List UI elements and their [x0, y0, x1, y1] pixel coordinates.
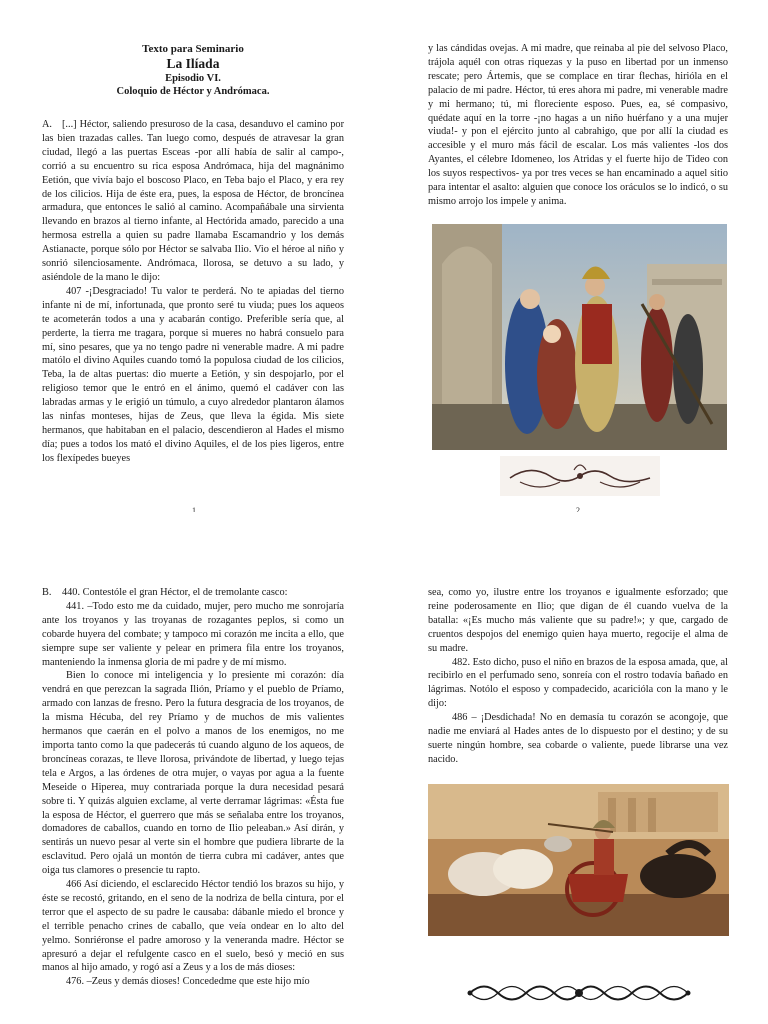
decorative-ornament	[500, 456, 660, 496]
hector-andromache-painting	[432, 224, 727, 450]
page-3-body	[42, 586, 344, 989]
page-2	[384, 0, 768, 512]
paragraph: sea, como yo, ilustre entre los troyanos e igualmente esforzado; que reine poderosamente en Ilio; que digan de él cuando vuelva de la batalla: «¡Es mucho más valiente que su padre!»; y que, cargado de cruentos despojos del enemigo quien haya muerto, regocije el alma de su madre.	[428, 587, 728, 654]
paragraph: B. 440. Contestóle el gran Héctor, el de tremolante casco:	[42, 587, 288, 598]
paragraph: 441. –Todo esto me da cuidado, mujer, pero mucho me sonrojaría ante los troyanos y las troyanas de rozagantes peplos, si como un cobarde huyera del combate; y tampoco mi corazón me incita a ello, que siempre supe ser valiente y pelear en primera fila entre los troyanos, manteniendo la inmensa gloria de mi padre y de mí mismo.	[42, 600, 344, 668]
page-1	[0, 0, 384, 512]
page-1-body	[42, 118, 344, 466]
paragraph: 407 -¡Desgraciado! Tu valor te perderá. No te apiadas del tierno infante ni de mí, infortunada, que pronto seré tu viuda; pues los aqueos te acometerán todos a una y acabarán contigo. Preferible sería que, al perderte, la tierra me tragara, porque si mueres no habrá consuelo para mí, sino pesares, que ya no tengo padre ni venerable madre. A mi padre matólo el divino Aquiles cuando tomó la populosa ciudad de los cilicios, Teba, la de altas puertas: dio muerte a Eetión, y sin despojarlo, por el religioso temor que le entró en el ánimo, quemó el cadáver con las labradas armas y le erigió un túmulo, a cuyo alrededor plantaron álamos las ninfas monteses, hijas de Zeus, que lleva la égida. Mis siete hermanos, que habitaban en el palacio, descendieron al Hades el mismo día; pues a todos los mató el divino Aquiles, el de los pies ligeros, entre los flexípedes bueyes	[42, 285, 344, 464]
page-3	[0, 512, 384, 1024]
page-4-body	[428, 586, 728, 767]
section-marker: B.	[42, 587, 52, 598]
section-heading: Coloquio de Héctor y Andrómaca.	[116, 86, 270, 97]
page-number: 1	[192, 506, 196, 512]
painting-illustration	[428, 784, 729, 936]
paragraph: 466 Así diciendo, el esclarecido Héctor tendió los brazos su hijo, y éste se recostó, gritando, en el seno de la nodriza de bella cintura, por el terror que el aspecto de su padre le causaba: dábanle miedo el bronce y el terrible penacho crines de caballo, que veía ondear en lo alto del yelmo. Sonriéronse el padre amoroso y la veneranda madre. Héctor se apresuró a dejar el refulgente casco en el suelo, besó y meció en sus manos al hijo amado, y rogó así a Zeus y a los de más dioses:	[42, 879, 344, 974]
painting-illustration	[432, 224, 727, 450]
paragraph: A. [...] Héctor, saliendo presuroso de la casa, desanduvo el camino por las bien trazadas calles. Tan luego como, después de atravesar la gran ciudad, llegó a las puertas Esceas -por allí había de salir al campo-, corrió a su encuentro su rica esposa Andrómaca, hija del magnánimo Eetión, que vivía bajo el boscoso Placo, en Teba bajo el Placo, y era rey de los cilicios. Hija de éste era, pues, la esposa de Héctor, de broncínea armadura, que entonces le salió al camino. Acompañábale una sirvienta llevando en brazos al tierno infante, al Hectórida amado, parecido a una hermosa estrella a quien su padre llamaba Escamandrio y los demás Astianacte, porque sólo por Héctor se salvaba Ilio. Vio el héroe al niño y sonrió silenciosamente. Andrómaca, llorosa, se detuvo a su lado, y asiéndole de la mano le dijo:	[42, 119, 344, 283]
paragraph: y las cándidas ovejas. A mi madre, que reinaba al pie del selvoso Placo, trájola aquél con otras riquezas y la puso en libertad por un inmenso rescate; pero Ártemis, que se complace en tirar flechas, hirióla en el palacio de mi padre. Héctor, tú eres ahora mi padre, mi venerable madre y mi hermano; tú, mi floreciente esposo. Pues, ea, sé compasivo, quédate aquí en la torre -¡no hagas a un niño huérfano y a una mujer viuda!- y pon el ejército junto al cabrahigo, que por allí la ciudad es accesible y el muro más fácil de escalar. Los más valientes -los dos Ayantes, el célebre Idomeneo, los Atridas y el fuerte hijo de Tideo con los suyos respectivos- ya por tres veces se han encaminado a aquel sitio para intentar el asalto: alguien que conoce los oráculos se lo indicó, o su mismo arrojo los impele y anima.	[428, 43, 728, 207]
paragraph: 482. Esto dicho, puso el niño en brazos de la esposa amada, que, al recibirlo en el perfumado seno, sonreía con el rostro todavía bañado en lágrimas. Notólo el esposo y compadecido, acaricióla con la mano y le dijo:	[428, 656, 728, 710]
ornament-icon	[500, 456, 660, 496]
paragraph: Bien lo conoce mi inteligencia y lo presiente mi corazón: día vendrá en que perezcan la sagrada Ilión, Príamo y el pueblo de Príamo, armado con lanzas de fresno. Pero la futura desgracia de los troyanos, de la misma Hécuba, del rey Príamo y de muchos de mis valientes hermanos que caerán en el polvo a manos de los enemigos, no me importa tanto como la que padecerás tú cuando alguno de los aqueos, de broncíneas corazas, te lleve llorosa, privándote de libertad, y luego tejas tela e Argos, a las órdenes de otra mujer, o vayas por agua a la fuente Meseide o Hiperea, muy contrariada porque la dura necesidad pesará sobre ti. Y quizás alguien exclame, al verte derramar lágrimas: «Ésta fue la esposa de Héctor, el guerrero que más se señalaba entre los troyanos, domadores de caballos, cuando en torno de Ilio peleaban.» Así dirán, y sentirás un nuevo pesar al verte sin el hombre que pudiera librarte de la esclavitud. Pero ojalá un montón de tierra cubra mi cadáver, antes que oiga tus clamores o presencie tu rapto.	[42, 670, 344, 877]
page-2-body	[428, 42, 728, 209]
work-title: La Ilíada	[166, 56, 220, 71]
document-title: Texto para Seminario	[142, 43, 244, 55]
achilles-chariot-painting	[428, 784, 729, 936]
page-4	[384, 512, 768, 1024]
episode-heading: Episodio VI.	[165, 73, 221, 84]
section-marker: A.	[42, 119, 53, 130]
page-1-header	[42, 42, 344, 98]
page-number: 2	[576, 506, 580, 512]
ornament-icon	[464, 976, 694, 1010]
paragraph: 476. –Zeus y demás dioses! Concededme que este hijo mío	[66, 976, 310, 988]
decorative-ornament	[464, 976, 694, 1010]
paragraph: 486 – ¡Desdichada! No en demasía tu corazón se acongoje, que nadie me enviará al Hades antes de lo dispuesto por el destino; y de su suerte ningún hombre, sea cobarde o valiente, puede librarse una vez nacido.	[428, 712, 728, 765]
